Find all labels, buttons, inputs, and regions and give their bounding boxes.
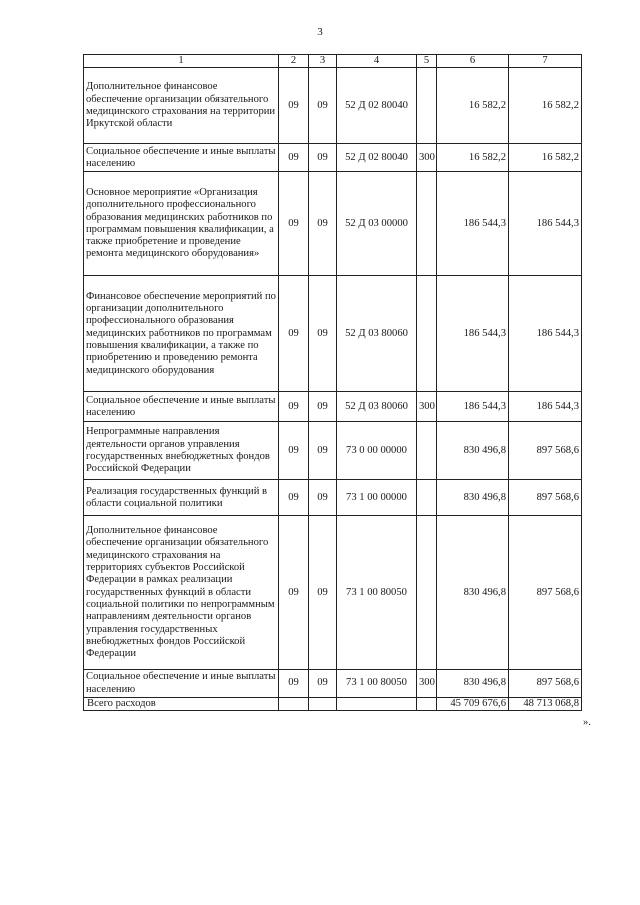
row-section: 09 <box>279 68 309 144</box>
row-target-code: 52 Д 03 00000 <box>337 172 417 276</box>
table-row <box>84 172 582 276</box>
row-expense-type <box>417 422 437 480</box>
row-target-code: 52 Д 02 80040 <box>337 68 417 144</box>
row-name: Реализация государственных функций в области социальной политики <box>84 480 279 516</box>
row-section: 09 <box>279 480 309 516</box>
row-amount-year1: 830 496,8 <box>437 480 509 516</box>
row-section: 09 <box>279 670 309 698</box>
row-expense-type: 300 <box>417 144 437 172</box>
row-subsection: 09 <box>309 392 337 422</box>
row-name: Социальное обеспечение и иные выплаты населению <box>84 144 279 172</box>
row-amount-year2: 16 582,2 <box>509 68 582 144</box>
row-subsection: 09 <box>309 480 337 516</box>
total-empty-cell <box>309 697 337 710</box>
row-subsection: 09 <box>309 670 337 698</box>
table-row <box>84 392 582 422</box>
page-number: 3 <box>317 26 323 38</box>
row-amount-year2: 186 544,3 <box>509 172 582 276</box>
row-subsection: 09 <box>309 144 337 172</box>
row-name: Дополнительное финансовое обеспечение организации обязательного медицинского страхования на территории Иркутской области <box>84 68 279 144</box>
total-empty-cell <box>279 697 309 710</box>
closing-quote-mark: ». <box>583 717 591 728</box>
row-section: 09 <box>279 276 309 392</box>
row-subsection: 09 <box>309 276 337 392</box>
header-col-2: 2 <box>279 55 309 68</box>
row-expense-type <box>417 480 437 516</box>
row-subsection: 09 <box>309 516 337 670</box>
row-subsection: 09 <box>309 172 337 276</box>
row-amount-year2: 16 582,2 <box>509 144 582 172</box>
row-amount-year2: 897 568,6 <box>509 422 582 480</box>
row-expense-type <box>417 276 437 392</box>
row-name: Социальное обеспечение и иные выплаты населению <box>84 670 279 698</box>
total-amount-year2: 48 713 068,8 <box>509 697 582 710</box>
row-amount-year1: 830 496,8 <box>437 670 509 698</box>
row-amount-year1: 186 544,3 <box>437 276 509 392</box>
total-empty-cell <box>417 697 437 710</box>
row-subsection: 09 <box>309 68 337 144</box>
row-name: Социальное обеспечение и иные выплаты населению <box>84 392 279 422</box>
row-name: Финансовое обеспечение мероприятий по организации дополнительного профессионального образования медицинских работников по программам повышения квалификации, а также по приобретению и проведению ремонта медицинского оборудования <box>84 276 279 392</box>
row-target-code: 73 1 00 80050 <box>337 670 417 698</box>
header-col-1: 1 <box>84 55 279 68</box>
row-expense-type: 300 <box>417 670 437 698</box>
row-expense-type <box>417 68 437 144</box>
total-label: Всего расходов <box>84 697 279 710</box>
row-section: 09 <box>279 172 309 276</box>
table-row <box>84 422 582 480</box>
row-name: Основное мероприятие «Организация дополнительного профессионального образования медицинских работников по программам повышения квалификации, а также приобретение и проведение ремонта медицинского оборудования» <box>84 172 279 276</box>
row-amount-year1: 830 496,8 <box>437 422 509 480</box>
row-amount-year1: 830 496,8 <box>437 516 509 670</box>
row-expense-type: 300 <box>417 392 437 422</box>
row-amount-year1: 186 544,3 <box>437 392 509 422</box>
header-col-3: 3 <box>309 55 337 68</box>
row-section: 09 <box>279 144 309 172</box>
total-empty-cell <box>337 697 417 710</box>
total-amount-year1: 45 709 676,6 <box>437 697 509 710</box>
row-amount-year1: 16 582,2 <box>437 144 509 172</box>
table-header-row <box>84 55 582 68</box>
row-name: Непрограммные направления деятельности органов управления государственных внебюджетных фондов Российской Федерации <box>84 422 279 480</box>
row-target-code: 52 Д 03 80060 <box>337 276 417 392</box>
table-row <box>84 516 582 670</box>
row-amount-year2: 897 568,6 <box>509 516 582 670</box>
row-target-code: 52 Д 03 80060 <box>337 392 417 422</box>
table-row <box>84 480 582 516</box>
row-target-code: 52 Д 02 80040 <box>337 144 417 172</box>
row-section: 09 <box>279 392 309 422</box>
row-target-code: 73 0 00 00000 <box>337 422 417 480</box>
row-expense-type <box>417 172 437 276</box>
header-col-6: 6 <box>437 55 509 68</box>
table-row <box>84 68 582 144</box>
row-target-code: 73 1 00 80050 <box>337 516 417 670</box>
row-name: Дополнительное финансовое обеспечение организации обязательного медицинского страхования на территориях субъектов Российской Федерации в рамках реализации государственных функций в области социальной политики по непрограммным направлениям деятельности органов управления государственных внебюджетных фондов Российской Федерации <box>84 516 279 670</box>
table-row <box>84 670 582 698</box>
row-target-code: 73 1 00 00000 <box>337 480 417 516</box>
row-expense-type <box>417 516 437 670</box>
row-amount-year1: 186 544,3 <box>437 172 509 276</box>
row-section: 09 <box>279 516 309 670</box>
header-col-7: 7 <box>509 55 582 68</box>
total-row <box>84 697 582 710</box>
table-row <box>84 276 582 392</box>
budget-table <box>83 54 582 711</box>
row-amount-year2: 186 544,3 <box>509 392 582 422</box>
table-row <box>84 144 582 172</box>
row-section: 09 <box>279 422 309 480</box>
row-amount-year1: 16 582,2 <box>437 68 509 144</box>
row-subsection: 09 <box>309 422 337 480</box>
row-amount-year2: 897 568,6 <box>509 670 582 698</box>
row-amount-year2: 186 544,3 <box>509 276 582 392</box>
header-col-5: 5 <box>417 55 437 68</box>
row-amount-year2: 897 568,6 <box>509 480 582 516</box>
header-col-4: 4 <box>337 55 417 68</box>
